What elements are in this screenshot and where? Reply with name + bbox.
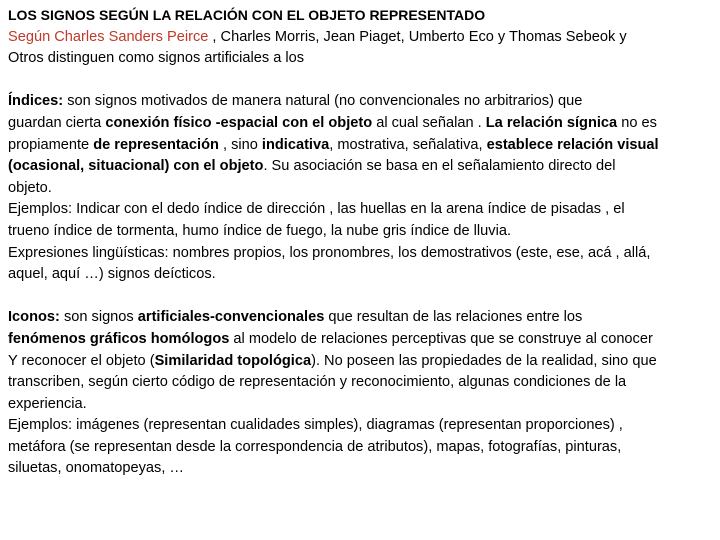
iconos-term: Iconos: bbox=[8, 309, 60, 326]
indices-text: , mostrativa, señalativa, bbox=[329, 136, 487, 153]
indices-text: guardan cierta bbox=[8, 114, 106, 131]
indices-line-5: objeto. bbox=[8, 179, 52, 196]
slide-content bbox=[8, 5, 720, 480]
iconos-bold: Similaridad topológica bbox=[154, 352, 312, 369]
spacer bbox=[8, 70, 720, 92]
indices-text: propiamente bbox=[8, 136, 94, 153]
indices-line-2 bbox=[8, 113, 720, 135]
iconos-text: son signos bbox=[59, 309, 138, 326]
indices-line-4 bbox=[8, 156, 720, 178]
indices-examples-1: Ejemplos: Indicar con el dedo índice de dirección , las huellas en la arena índice de pisadas , el bbox=[8, 201, 625, 218]
indices-term: Índices: bbox=[8, 93, 64, 110]
spacer bbox=[8, 286, 720, 308]
indices-bold: (ocasional, situacional) con el objeto bbox=[8, 158, 264, 175]
indices-section bbox=[8, 91, 720, 285]
intro-line: Otros distinguen como signos artificiales a los bbox=[8, 50, 305, 67]
iconos-section bbox=[8, 307, 720, 480]
indices-text: son signos motivados de manera natural (no convencionales no arbitrarios) que bbox=[63, 93, 583, 110]
iconos-bold: artificiales-convencionales bbox=[137, 309, 325, 326]
iconos-bold: fenómenos gráficos homólogos bbox=[8, 330, 230, 347]
indices-text: , sino bbox=[218, 136, 262, 153]
indices-expressions-2: aquel, aquí …) signos deícticos. bbox=[8, 266, 216, 283]
indices-text: al cual señalan . bbox=[372, 114, 486, 131]
indices-text: no es bbox=[617, 114, 657, 131]
iconos-line-1 bbox=[8, 307, 720, 329]
iconos-text: al modelo de relaciones perceptivas que se construye al conocer bbox=[229, 330, 653, 347]
iconos-text: Y reconocer el objeto ( bbox=[8, 352, 155, 369]
authors-line bbox=[8, 27, 720, 49]
iconos-text: que resultan de las relaciones entre los bbox=[324, 309, 583, 326]
iconos-line-5: experiencia. bbox=[8, 395, 87, 412]
indices-line-1 bbox=[8, 91, 720, 113]
indices-bold: conexión físico -espacial con el objeto bbox=[105, 114, 373, 131]
iconos-examples-1: Ejemplos: imágenes (representan cualidades simples), diagramas (representan proporciones) , bbox=[8, 417, 623, 434]
indices-expressions-1: Expresiones lingüísticas: nombres propios, los pronombres, los demostrativos (este, ese, acá , allá, bbox=[8, 244, 651, 261]
iconos-line-3 bbox=[8, 351, 720, 373]
indices-bold: de representación bbox=[93, 136, 219, 153]
indices-bold: La relación sígnica bbox=[485, 114, 618, 131]
peirce-attribution: Según Charles Sanders Peirce bbox=[8, 28, 209, 45]
iconos-examples-2: metáfora (se representan desde la correspondencia de atributos), mapas, fotografías, pinturas, bbox=[8, 438, 622, 455]
iconos-line-2 bbox=[8, 329, 720, 351]
indices-bold: establece relación visual bbox=[486, 136, 659, 153]
iconos-text: ). No poseen las propiedades de la realidad, sino que bbox=[311, 352, 657, 369]
indices-text: . Su asociación se basa en el señalamiento directo del bbox=[263, 158, 616, 175]
slide-title: LOS SIGNOS SEGÚN LA RELACIÓN CON EL OBJETO REPRESENTADO bbox=[8, 7, 486, 23]
indices-line-3 bbox=[8, 135, 720, 157]
iconos-examples-3: siluetas, onomatopeyas, … bbox=[8, 460, 185, 477]
indices-bold: indicativa bbox=[261, 136, 330, 153]
indices-examples-2: trueno índice de tormenta, humo índice de fuego, la nube gris índice de lluvia. bbox=[8, 222, 511, 239]
authors-rest: , Charles Morris, Jean Piaget, Umberto Eco y Thomas Sebeok y bbox=[208, 28, 627, 45]
iconos-line-4: transcriben, según cierto código de representación y reconocimiento, algunas condiciones de la bbox=[8, 374, 627, 391]
